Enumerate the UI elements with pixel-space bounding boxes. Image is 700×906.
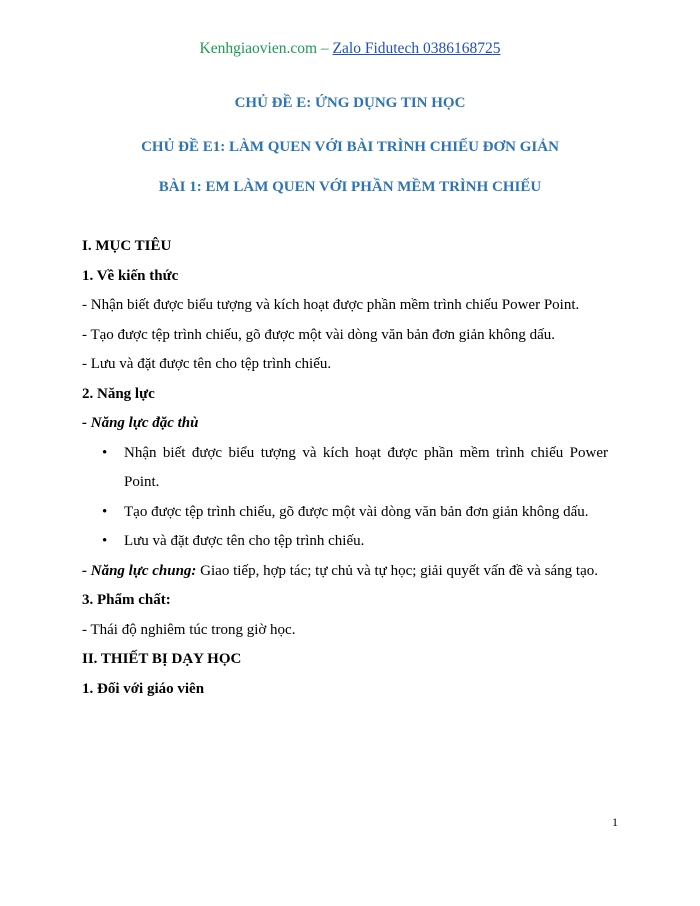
list-item: • Tạo được tệp trình chiếu, gõ được một vài dòng văn bản đơn giản không dấu. <box>124 498 608 528</box>
zalo-contact-link[interactable]: Zalo Fidutech 0386168725 <box>332 40 501 57</box>
lesson-title: BÀI 1: EM LÀM QUEN VỚI PHẦN MỀM TRÌNH CHIẾU <box>158 179 542 195</box>
header-separator: – <box>317 40 333 57</box>
section-1-heading: I. MỤC TIÊU <box>82 238 172 254</box>
list-item: • Lưu và đặt được tên cho tệp trình chiếu. <box>124 527 608 557</box>
quality-text: - Thái độ nghiêm túc trong giờ học. <box>82 621 296 638</box>
teacher-heading: 1. Đối với giáo viên <box>82 680 205 697</box>
site-name[interactable]: Kenhgiaovien.com <box>199 40 318 57</box>
knowledge-item: - Lưu và đặt được tên cho tệp trình chiếu. <box>82 356 332 372</box>
knowledge-heading: 1. Về kiến thức <box>82 267 179 284</box>
section-2-heading: II. THIẾT BỊ DẠY HỌC <box>82 651 242 667</box>
header-watermark-link[interactable] <box>0 40 700 58</box>
knowledge-item: - Tạo được tệp trình chiếu, gõ được một vài dòng văn bản đơn giản không dấu. <box>82 326 556 343</box>
knowledge-item: - Nhận biết được biểu tượng và kích hoạt được phần mềm trình chiếu Power Point. <box>82 297 580 313</box>
document-body <box>82 232 608 704</box>
specific-competence-label: - Năng lực đặc thù <box>82 415 199 431</box>
specific-competence-list <box>82 439 608 557</box>
general-competence-text: Giao tiếp, hợp tác; tự chủ và tự học; giải quyết vấn đề và sáng tạo. <box>196 562 599 579</box>
competence-heading: 2. Năng lực <box>82 385 155 402</box>
list-item: • Nhận biết được biểu tượng và kích hoạt được phần mềm trình chiếu Power Point. <box>124 439 608 498</box>
general-competence <box>82 557 608 587</box>
quality-heading: 3. Phẩm chất: <box>82 592 171 608</box>
page-number: 1 <box>612 815 618 829</box>
general-competence-label: - Năng lực chung: <box>82 562 197 579</box>
subtopic-title: CHỦ ĐỀ E1: LÀM QUEN VỚI BÀI TRÌNH CHIẾU ĐƠN GIẢN <box>141 139 559 155</box>
topic-title: CHỦ ĐỀ E: ỨNG DỤNG TIN HỌC <box>234 95 466 111</box>
